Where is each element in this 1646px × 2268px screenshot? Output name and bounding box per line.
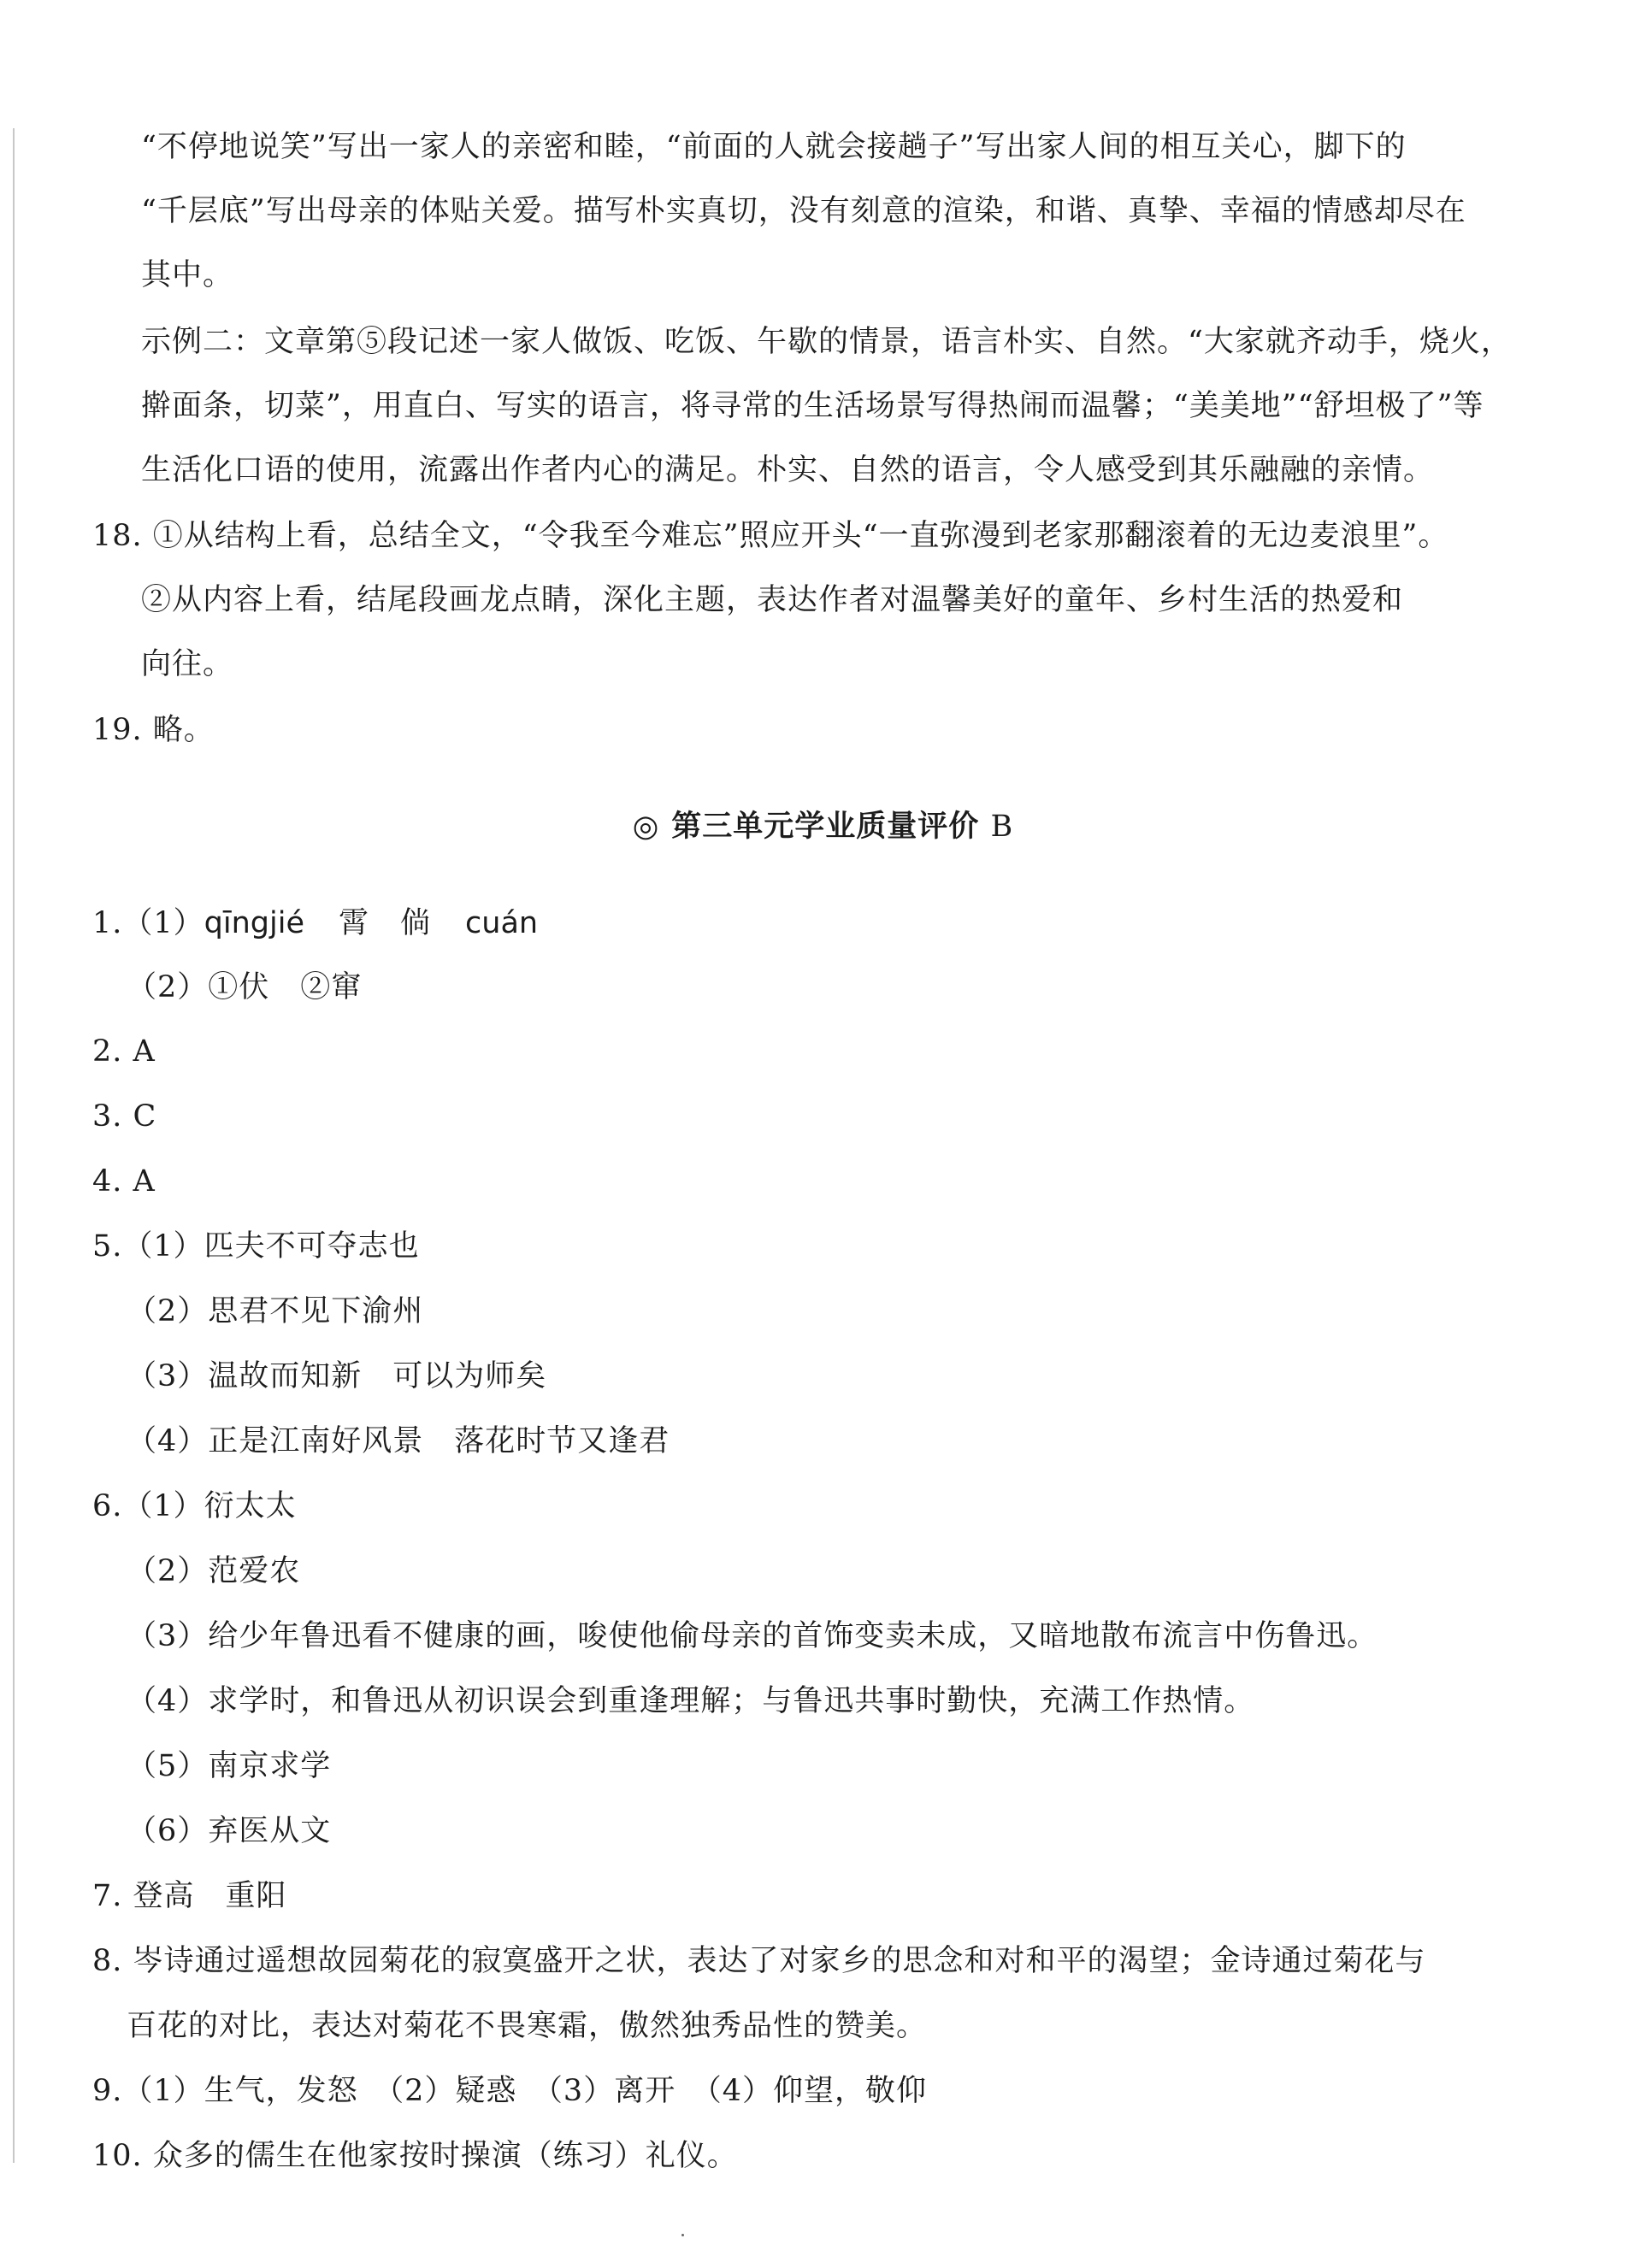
prev-answer-line-4: 示例二：文章第⑤段记述一家人做饭、吃饭、午歇的情景，语言朴实、自然。“大家就齐动手，烧火， [141,325,1512,359]
answer-6-3: （3）给少年鲁迅看不健康的画，唆使他偷母亲的首饰变卖未成，又暗地散布流言中伤鲁迅。 [127,1619,1378,1653]
answer-6-2: （2）范爱农 [127,1554,301,1588]
answer-1-1-chars: 霄 倘 [339,906,432,940]
answer-4: 4. A [92,1164,156,1199]
answer-3: 3. C [92,1099,157,1134]
answer-8-line-2: 百花的对比，表达对菊花不畏寒霜，傲然独秀品性的赞美。 [127,2009,928,2043]
prev-answer-line-2: “千层底”写出母亲的体贴关爱。描写朴实真切，没有刻意的渲染，和谐、真挚、幸福的情感却尽在 [141,194,1466,228]
page-dot [681,2234,684,2236]
section-title-text: 第三单元学业质量评价 [671,810,980,844]
answer-6-4: （4）求学时，和鲁迅从初识误会到重逢理解；与鲁迅共事时勤快，充满工作热情。 [127,1684,1255,1718]
answer-10: 10. 众多的儒生在他家按时操演（练习）礼仪。 [92,2139,738,2173]
answer-18-line-3: 向往。 [141,647,234,681]
answer-6-5: （5）南京求学 [127,1749,332,1783]
answer-6-1: 6.（1）衍太太 [92,1489,297,1523]
answer-9: 9.（1）生气，发怒 （2）疑惑 （3）离开 （4）仰望，敬仰 [92,2074,927,2108]
answer-6-6: （6）弃医从文 [127,1814,332,1848]
answer-1-1-prefix: 1.（1） [92,906,204,940]
answer-5-1: 5.（1）匹夫不可夺志也 [92,1229,420,1264]
answer-1-1-pinyin-1: qīngjié [204,906,304,940]
prev-answer-line-5: 擀面条，切菜”，用直白、写实的语言，将寻常的生活场景写得热闹而温馨；“美美地”“舒坦极了”等 [141,389,1484,423]
prev-answer-line-1: “不停地说笑”写出一家人的亲密和睦，“前面的人就会接趟子”写出家人间的相互关心，脚下的 [141,130,1407,164]
answer-1-1 [92,904,538,942]
answer-1-2: （2）①伏 ②窜 [127,970,363,1004]
section-title [0,808,1646,845]
section-title-suffix: B [990,810,1014,844]
answer-7: 7. 登高 重阳 [92,1879,287,1913]
answer-18-line-2: ②从内容上看，结尾段画龙点睛，深化主题，表达作者对温馨美好的童年、乡村生活的热爱和 [141,583,1404,617]
answer-18-line-1: 18. ①从结构上看，总结全文，“令我至今难忘”照应开头“一直弥漫到老家那翻滚着的无边麦浪里”。 [92,519,1449,553]
prev-answer-line-3: 其中。 [141,258,234,292]
answer-19: 19. 略。 [92,713,215,747]
prev-answer-line-6: 生活化口语的使用，流露出作者内心的满足。朴实、自然的语言，令人感受到其乐融融的亲情。 [141,453,1435,487]
answer-1-1-pinyin-2: cuán [465,906,539,940]
answer-5-4: （4）正是江南好风景 落花时节又逢君 [127,1424,670,1458]
answer-5-3: （3）温故而知新 可以为师矣 [127,1359,547,1393]
answer-2: 2. A [92,1034,156,1069]
section-mark-icon: ◎ [632,810,660,844]
answer-8-line-1: 8. 岑诗通过遥想故园菊花的寂寞盛开之状，表达了对家乡的思念和对和平的渴望；金诗通过菊花与 [92,1944,1426,1978]
answer-5-2: （2）思君不见下渝州 [127,1294,424,1328]
